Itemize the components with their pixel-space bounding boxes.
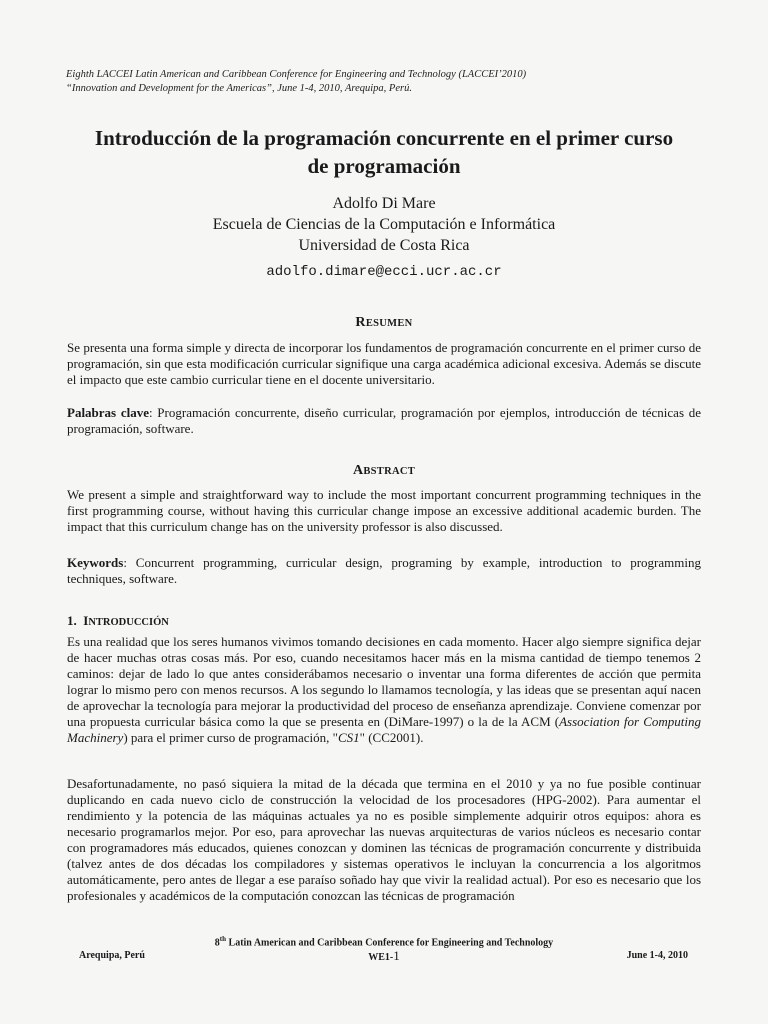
paragraph-1-text-c: " (CC2001).: [359, 730, 424, 745]
footer-conference: [0, 935, 768, 948]
abstract-heading-initial: A: [352, 463, 364, 478]
running-header: [66, 68, 526, 96]
header-line-2: “Innovation and Development for the Americas”, June 1-4, 2010, Arequipa, Perú.: [66, 83, 412, 94]
abstract-heading-rest: BSTRACT: [363, 466, 416, 477]
abstract-heading: [0, 462, 768, 479]
section-1-paragraph-2: Desafortunadamente, no pasó siquiera la mitad de la década que termina en el 2010 y ya no fue posible continuar duplicando en cada nuevo ciclo de construcción la velocidad de los procesadores (HPG-2002). Para aumentar el rendimiento y la potencia de las máquinas actuales ya no es posible simplemente adquirir otros equipos: ahora es necesario programarlos mejor. Por eso, para aprovechar las nuevas arquitecturas de varios núcleos es necesario contar con programadores más educados, quienes conozcan y dominen las técnicas de programación concurrente y distribuida (talvez antes de dos décadas los compiladores y sistemas operativos le incluyan la concurrencia a los algoritmos automáticamente, pero antes de llegar a ese paraíso soñado hay que vivir la realidad actual). Por eso es necesario que los profesionales y académicos de la computación conozcan las técnicas de programación: [67, 776, 701, 903]
title-line-2: de programación: [307, 154, 461, 178]
footer-conf-rest: Latin American and Caribbean Conference for Engineering and Technology: [226, 937, 554, 949]
author-school: Escuela de Ciencias de la Computación e Informática: [212, 216, 556, 233]
title-line-1: Introducción de la programación concurrente en el primer curso: [94, 126, 674, 150]
paper-title: [40, 124, 728, 180]
resumen-keywords-label: Palabras clave: [67, 405, 149, 420]
section-1-heading-rest: NTRODUCCIÓN: [88, 617, 169, 628]
resumen-heading: [0, 314, 768, 331]
abstract-keywords: [67, 555, 701, 587]
footer-conf-number: 8: [214, 937, 220, 949]
footer-page-prefix: WE1-: [368, 952, 394, 963]
section-1-paragraph-1: [67, 634, 701, 746]
resumen-heading-rest: ESUMEN: [365, 318, 413, 329]
header-line-1: Eighth LACCEI Latin American and Caribbean Conference for Engineering and Technology (LACCEI’2010): [66, 69, 527, 80]
section-1-number: 1.: [67, 613, 77, 628]
paragraph-1-text-b: ) para el primer curso de programación, ": [123, 730, 338, 745]
paragraph-1-acm-italic: Association for Computing Machinery: [67, 714, 701, 745]
abstract-keywords-text: : Concurrent programming, curricular design, programing by example, introduction to programming techniques, software.: [67, 555, 701, 586]
footer-conf-sup: th: [219, 935, 227, 943]
section-1-heading-initial: I: [83, 613, 89, 628]
resumen-keywords: [67, 405, 701, 437]
footer-location: Arequipa, Perú: [79, 950, 145, 961]
paragraph-1-cs1-italic: CS1: [337, 730, 360, 745]
section-1-heading: [67, 613, 169, 629]
author-email: adolfo.dimare@ecci.ucr.ac.cr: [266, 264, 502, 280]
abstract-keywords-label: Keywords: [67, 555, 124, 570]
resumen-text: Se presenta una forma simple y directa de incorporar los fundamentos de programación concurrente en el primer curso de programación, sin que esta modificación curricular signifique una carga académica adicional excesiva. Además se discute el impacto que este cambio curricular tiene en el docente universitario.: [67, 340, 701, 387]
abstract-text: We present a simple and straightforward way to include the most important concurrent programming techniques in the first programming course, without having this curricular change impose an excessive additional academic burden. The impact that this curriculum change has on the university professor is also discussed.: [67, 487, 701, 534]
footer-date: June 1-4, 2010: [626, 950, 688, 961]
resumen-keywords-text: : Programación concurrente, diseño curricular, programación por ejemplos, introducción de técnicas de programación, software.: [67, 405, 702, 436]
paragraph-1-text-a: Es una realidad que los seres humanos vivimos tomando decisiones en cada momento. Hacer algo siempre significa dejar de hacer muchas otras cosas más. Por eso, cuando necesitamos hacer más en la misma cantidad de tiempo tenemos 2 caminos: dejar de lado lo que antes considerábamos necesario o inventar una forma diferentes de acción que permita lograr lo mismo pero con menos recursos. A los segundo lo llamamos tecnología, y las ideas que se presentan aquí nacen de aprovechar la tecnología para mejorar la productividad del proceso de enseñanza aprendizaje. Conviene comenzar por una propuesta curricular básica como la que se presenta en (DiMare-1997) o la de la ACM (: [67, 634, 701, 729]
author-university: Universidad de Costa Rica: [298, 237, 470, 254]
author-name: Adolfo Di Mare: [332, 195, 436, 212]
footer-page-digit: 1: [393, 948, 400, 963]
resumen-heading-initial: R: [355, 315, 366, 330]
